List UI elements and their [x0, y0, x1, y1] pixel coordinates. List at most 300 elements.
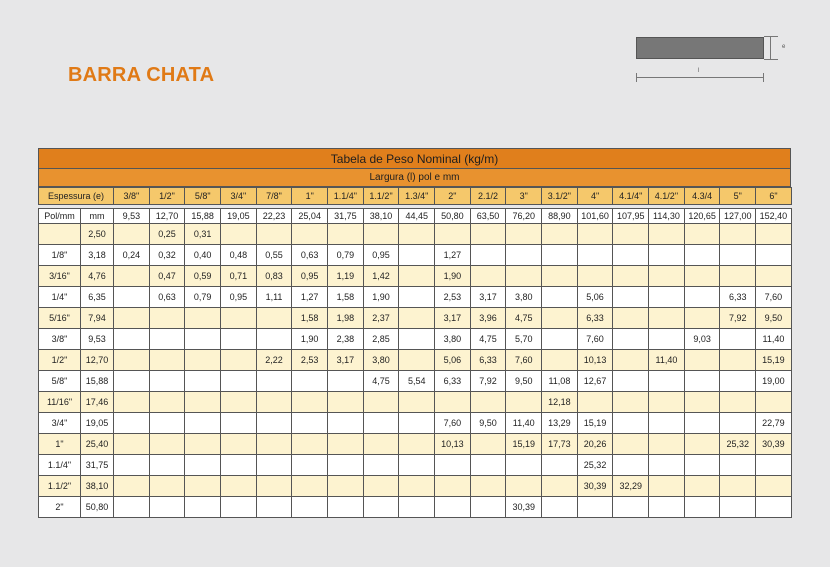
- weight-value: [149, 308, 185, 329]
- weight-value: [470, 392, 506, 413]
- weight-value: 7,92: [470, 371, 506, 392]
- weight-value: 4,75: [506, 308, 542, 329]
- weight-value: [221, 308, 257, 329]
- weight-value: 2,38: [328, 329, 364, 350]
- weight-value: 0,40: [185, 245, 221, 266]
- thickness-mm: 31,75: [81, 455, 114, 476]
- weight-value: [363, 476, 399, 497]
- weight-value: 15,19: [506, 434, 542, 455]
- weight-value: 0,25: [149, 224, 185, 245]
- weight-value: 19,00: [756, 371, 792, 392]
- weight-value: [613, 392, 649, 413]
- weight-value: [292, 371, 328, 392]
- weight-value: [649, 224, 685, 245]
- thickness-mm: 9,53: [81, 329, 114, 350]
- table-row: [39, 350, 792, 371]
- weight-value: [256, 476, 292, 497]
- weight-value: 1,98: [328, 308, 364, 329]
- weight-value: 10,13: [577, 350, 613, 371]
- weight-value: 5,54: [399, 371, 435, 392]
- weight-value: [114, 392, 150, 413]
- weight-value: 2,85: [363, 329, 399, 350]
- weight-value: [577, 392, 613, 413]
- weight-value: [292, 497, 328, 518]
- thickness-mm: 38,10: [81, 476, 114, 497]
- weight-value: 0,95: [363, 245, 399, 266]
- thickness-mm: 2,50: [81, 224, 114, 245]
- weight-value: [185, 497, 221, 518]
- weight-value: [613, 350, 649, 371]
- weight-value: 13,29: [542, 413, 578, 434]
- width-mm-header: 63,50: [470, 209, 506, 224]
- weight-value: [221, 329, 257, 350]
- width-mm-header: 114,30: [649, 209, 685, 224]
- width-mm-header: 25,04: [292, 209, 328, 224]
- weight-value: [256, 329, 292, 350]
- weight-value: [328, 497, 364, 518]
- thickness-inch: 2": [39, 497, 81, 518]
- weight-value: [399, 413, 435, 434]
- weight-value: [542, 245, 578, 266]
- width-mm-header: 31,75: [328, 209, 364, 224]
- width-dimension-line: [636, 77, 764, 78]
- weight-value: [684, 308, 720, 329]
- weight-value: [256, 413, 292, 434]
- width-inch-header: 5": [720, 188, 756, 205]
- weight-value: [470, 434, 506, 455]
- weight-value: 7,60: [756, 287, 792, 308]
- width-inch-header: 2": [435, 188, 471, 205]
- weight-value: [720, 497, 756, 518]
- weight-value: [221, 392, 257, 413]
- weight-value: 11,40: [756, 329, 792, 350]
- weight-value: 1,58: [328, 287, 364, 308]
- thickness-inch: 11/16": [39, 392, 81, 413]
- weight-value: 1,90: [363, 287, 399, 308]
- weight-value: [399, 224, 435, 245]
- thickness-inch: 1.1/2": [39, 476, 81, 497]
- weight-value: 3,80: [363, 350, 399, 371]
- width-inch-header: 1/2": [149, 188, 185, 205]
- weight-value: [684, 434, 720, 455]
- weight-value: [649, 434, 685, 455]
- weight-value: [435, 476, 471, 497]
- thickness-inch: 5/8": [39, 371, 81, 392]
- weight-value: [185, 455, 221, 476]
- weight-value: 10,13: [435, 434, 471, 455]
- weight-value: 0,63: [149, 287, 185, 308]
- width-mm-header: 152,40: [756, 209, 792, 224]
- weight-value: [292, 224, 328, 245]
- weight-value: [684, 245, 720, 266]
- weight-value: [542, 497, 578, 518]
- weight-value: 25,32: [720, 434, 756, 455]
- weight-value: [577, 266, 613, 287]
- table-row: [39, 392, 792, 413]
- weight-value: 12,67: [577, 371, 613, 392]
- weight-value: [542, 455, 578, 476]
- width-tick-left: [636, 73, 637, 82]
- table-row: [39, 266, 792, 287]
- weight-value: [470, 497, 506, 518]
- weight-value: [328, 413, 364, 434]
- width-mm-header: 38,10: [363, 209, 399, 224]
- table-row: [39, 413, 792, 434]
- weight-value: 1,27: [435, 245, 471, 266]
- weight-value: [399, 245, 435, 266]
- weight-value: [363, 392, 399, 413]
- width-mm-header: 101,60: [577, 209, 613, 224]
- weight-value: 22,79: [756, 413, 792, 434]
- weight-value: [613, 224, 649, 245]
- weight-value: [221, 224, 257, 245]
- weight-value: 30,39: [577, 476, 613, 497]
- weight-value: [756, 392, 792, 413]
- weight-value: [256, 434, 292, 455]
- width-mm-header: 19,05: [221, 209, 257, 224]
- width-mm-header: 76,20: [506, 209, 542, 224]
- weight-value: [577, 224, 613, 245]
- weight-value: 3,96: [470, 308, 506, 329]
- width-label: l: [698, 68, 700, 74]
- weight-value: 11,40: [506, 413, 542, 434]
- weight-value: 9,03: [684, 329, 720, 350]
- thickness-mm: 25,40: [81, 434, 114, 455]
- width-inch-header: 2.1/2: [470, 188, 506, 205]
- thickness-mm: 50,80: [81, 497, 114, 518]
- weight-value: 7,60: [435, 413, 471, 434]
- weight-value: [649, 329, 685, 350]
- weight-value: [149, 350, 185, 371]
- weight-value: [649, 392, 685, 413]
- weight-value: 15,19: [756, 350, 792, 371]
- weight-value: [292, 392, 328, 413]
- weight-value: 6,33: [577, 308, 613, 329]
- weight-value: [542, 224, 578, 245]
- weight-value: [613, 329, 649, 350]
- weight-value: [684, 224, 720, 245]
- table-row: [39, 308, 792, 329]
- width-inch-header: 4.1/4": [613, 188, 649, 205]
- weight-value: [149, 455, 185, 476]
- weight-value: [328, 434, 364, 455]
- thickness-mm: 7,94: [81, 308, 114, 329]
- weight-value: [114, 224, 150, 245]
- weight-value: [363, 434, 399, 455]
- thickness-mm: 6,35: [81, 287, 114, 308]
- weight-value: [149, 476, 185, 497]
- thickness-tick-top: [764, 36, 778, 37]
- weight-value: [256, 497, 292, 518]
- weight-value: [756, 455, 792, 476]
- weight-value: [506, 266, 542, 287]
- weight-value: [114, 308, 150, 329]
- weight-value: [720, 392, 756, 413]
- table-row: [39, 329, 792, 350]
- weight-value: 7,92: [720, 308, 756, 329]
- table-row: [39, 371, 792, 392]
- weight-value: [542, 287, 578, 308]
- weight-value: 6,33: [720, 287, 756, 308]
- width-inch-header: 3/8": [114, 188, 150, 205]
- thickness-inch: [39, 224, 81, 245]
- thickness-inch: 1": [39, 434, 81, 455]
- weight-value: [399, 434, 435, 455]
- thickness-tick-bottom: [764, 59, 778, 60]
- weight-value: 32,29: [613, 476, 649, 497]
- weight-value: [185, 329, 221, 350]
- weight-value: [470, 245, 506, 266]
- thickness-dimension-line: [770, 36, 771, 59]
- weight-value: 2,53: [292, 350, 328, 371]
- weight-value: 30,39: [506, 497, 542, 518]
- weight-value: [328, 224, 364, 245]
- weight-value: [542, 350, 578, 371]
- table-row: [39, 245, 792, 266]
- weight-value: [470, 455, 506, 476]
- weight-value: [256, 308, 292, 329]
- thickness-mm: 4,76: [81, 266, 114, 287]
- weight-value: [399, 287, 435, 308]
- weight-value: [256, 392, 292, 413]
- weight-value: [506, 245, 542, 266]
- weight-value: [328, 371, 364, 392]
- weight-value: [221, 434, 257, 455]
- table-row: [39, 455, 792, 476]
- width-inch-header-row: [39, 188, 792, 205]
- weight-value: 9,50: [756, 308, 792, 329]
- weight-value: 6,33: [435, 371, 471, 392]
- weight-value: 0,47: [149, 266, 185, 287]
- weight-value: 1,90: [292, 329, 328, 350]
- weight-value: [399, 308, 435, 329]
- weight-value: [185, 413, 221, 434]
- weight-value: 5,70: [506, 329, 542, 350]
- weight-value: [114, 497, 150, 518]
- weight-value: [149, 371, 185, 392]
- weight-value: 0,95: [221, 287, 257, 308]
- page-title: BARRA CHATA: [68, 64, 215, 86]
- weight-value: 3,17: [435, 308, 471, 329]
- weight-value: [506, 476, 542, 497]
- thickness-inch: 1/4": [39, 287, 81, 308]
- weight-value: 4,75: [470, 329, 506, 350]
- weight-value: [399, 266, 435, 287]
- width-inch-header: 7/8": [256, 188, 292, 205]
- mm-label: mm: [81, 209, 114, 224]
- weight-value: [114, 329, 150, 350]
- weight-value: [684, 413, 720, 434]
- weight-value: 0,32: [149, 245, 185, 266]
- weight-value: [720, 476, 756, 497]
- weight-value: [506, 392, 542, 413]
- weight-value: [649, 413, 685, 434]
- thickness-mm: 15,88: [81, 371, 114, 392]
- width-mm-header: 107,95: [613, 209, 649, 224]
- weight-value: 4,75: [363, 371, 399, 392]
- weight-value: [114, 287, 150, 308]
- weight-value: [149, 434, 185, 455]
- weight-value: [649, 476, 685, 497]
- corner-label: Espessura (e): [39, 188, 114, 205]
- weight-value: [756, 245, 792, 266]
- weight-grid: [38, 187, 792, 518]
- weight-value: 0,79: [185, 287, 221, 308]
- weight-value: [149, 497, 185, 518]
- weight-value: [506, 224, 542, 245]
- weight-value: 0,79: [328, 245, 364, 266]
- table-row: [39, 434, 792, 455]
- width-inch-header: 6": [756, 188, 792, 205]
- weight-table: [38, 148, 791, 518]
- weight-value: 1,58: [292, 308, 328, 329]
- weight-value: 1,19: [328, 266, 364, 287]
- weight-value: 0,71: [221, 266, 257, 287]
- weight-value: [470, 476, 506, 497]
- weight-value: [684, 392, 720, 413]
- weight-value: 1,27: [292, 287, 328, 308]
- weight-value: 5,06: [435, 350, 471, 371]
- weight-value: 0,59: [185, 266, 221, 287]
- weight-value: [399, 329, 435, 350]
- thickness-inch: 1.1/4": [39, 455, 81, 476]
- weight-value: [292, 413, 328, 434]
- weight-value: [363, 413, 399, 434]
- weight-value: [756, 476, 792, 497]
- weight-value: [577, 497, 613, 518]
- thickness-inch: 3/4": [39, 413, 81, 434]
- width-tick-right: [763, 73, 764, 82]
- weight-value: [185, 434, 221, 455]
- weight-value: 0,24: [114, 245, 150, 266]
- weight-value: [470, 224, 506, 245]
- weight-value: 9,50: [506, 371, 542, 392]
- width-mm-header: 50,80: [435, 209, 471, 224]
- weight-value: 3,17: [328, 350, 364, 371]
- weight-value: [720, 266, 756, 287]
- weight-value: [684, 350, 720, 371]
- weight-value: [720, 413, 756, 434]
- weight-value: [684, 476, 720, 497]
- weight-value: 2,37: [363, 308, 399, 329]
- weight-value: [256, 371, 292, 392]
- weight-value: [684, 371, 720, 392]
- pol-mm-label: Pol/mm: [39, 209, 81, 224]
- weight-value: 0,95: [292, 266, 328, 287]
- thickness-inch: 3/8": [39, 329, 81, 350]
- thickness-mm: 12,70: [81, 350, 114, 371]
- weight-value: [221, 413, 257, 434]
- weight-value: [649, 245, 685, 266]
- table-title: Tabela de Peso Nominal (kg/m): [38, 148, 791, 169]
- weight-value: [720, 350, 756, 371]
- weight-value: [185, 308, 221, 329]
- thickness-inch: 1/2": [39, 350, 81, 371]
- width-mm-header: 12,70: [149, 209, 185, 224]
- weight-value: [613, 497, 649, 518]
- weight-value: [506, 455, 542, 476]
- weight-value: 11,40: [649, 350, 685, 371]
- weight-value: [613, 434, 649, 455]
- weight-value: [684, 266, 720, 287]
- weight-value: [221, 497, 257, 518]
- weight-value: 11,08: [542, 371, 578, 392]
- width-inch-header: 3/4": [221, 188, 257, 205]
- weight-value: [292, 476, 328, 497]
- weight-value: [613, 287, 649, 308]
- weight-value: [221, 371, 257, 392]
- table-row: [39, 287, 792, 308]
- width-inch-header: 4.1/2": [649, 188, 685, 205]
- weight-value: 20,26: [577, 434, 613, 455]
- weight-value: [613, 308, 649, 329]
- weight-value: [649, 266, 685, 287]
- weight-value: 9,50: [470, 413, 506, 434]
- weight-value: [756, 266, 792, 287]
- weight-value: [399, 497, 435, 518]
- thickness-inch: 1/8": [39, 245, 81, 266]
- weight-value: [435, 497, 471, 518]
- width-mm-header-row: [39, 209, 792, 224]
- table-row: [39, 224, 792, 245]
- width-inch-header: 3.1/2": [542, 188, 578, 205]
- weight-value: [649, 371, 685, 392]
- weight-value: [613, 266, 649, 287]
- weight-value: [221, 476, 257, 497]
- width-inch-header: 1.3/4": [399, 188, 435, 205]
- thickness-label: e: [782, 44, 786, 50]
- weight-value: 3,80: [435, 329, 471, 350]
- weight-value: [613, 455, 649, 476]
- width-mm-header: 127,00: [720, 209, 756, 224]
- weight-value: 0,63: [292, 245, 328, 266]
- weight-value: [756, 497, 792, 518]
- weight-value: 25,32: [577, 455, 613, 476]
- weight-value: [363, 497, 399, 518]
- weight-value: [185, 371, 221, 392]
- thickness-inch: 5/16": [39, 308, 81, 329]
- weight-value: [613, 245, 649, 266]
- weight-value: [577, 245, 613, 266]
- thickness-mm: 17,46: [81, 392, 114, 413]
- width-inch-header: 1.1/2": [363, 188, 399, 205]
- thickness-mm: 19,05: [81, 413, 114, 434]
- weight-value: [720, 245, 756, 266]
- width-mm-header: 15,88: [185, 209, 221, 224]
- width-mm-header: 22,23: [256, 209, 292, 224]
- weight-value: [114, 371, 150, 392]
- width-mm-header: 88,90: [542, 209, 578, 224]
- flat-bar-diagram: [630, 32, 800, 87]
- weight-value: [649, 287, 685, 308]
- weight-value: [114, 413, 150, 434]
- weight-value: [328, 476, 364, 497]
- weight-value: [399, 392, 435, 413]
- width-inch-header: 1.1/4": [328, 188, 364, 205]
- weight-value: [542, 308, 578, 329]
- width-inch-header: 1": [292, 188, 328, 205]
- thickness-inch: 3/16": [39, 266, 81, 287]
- weight-value: [720, 455, 756, 476]
- weight-value: [114, 476, 150, 497]
- weight-value: 15,19: [577, 413, 613, 434]
- weight-value: [613, 413, 649, 434]
- weight-value: 7,60: [506, 350, 542, 371]
- weight-value: 1,11: [256, 287, 292, 308]
- weight-value: [363, 224, 399, 245]
- weight-value: 6,33: [470, 350, 506, 371]
- width-mm-header: 44,45: [399, 209, 435, 224]
